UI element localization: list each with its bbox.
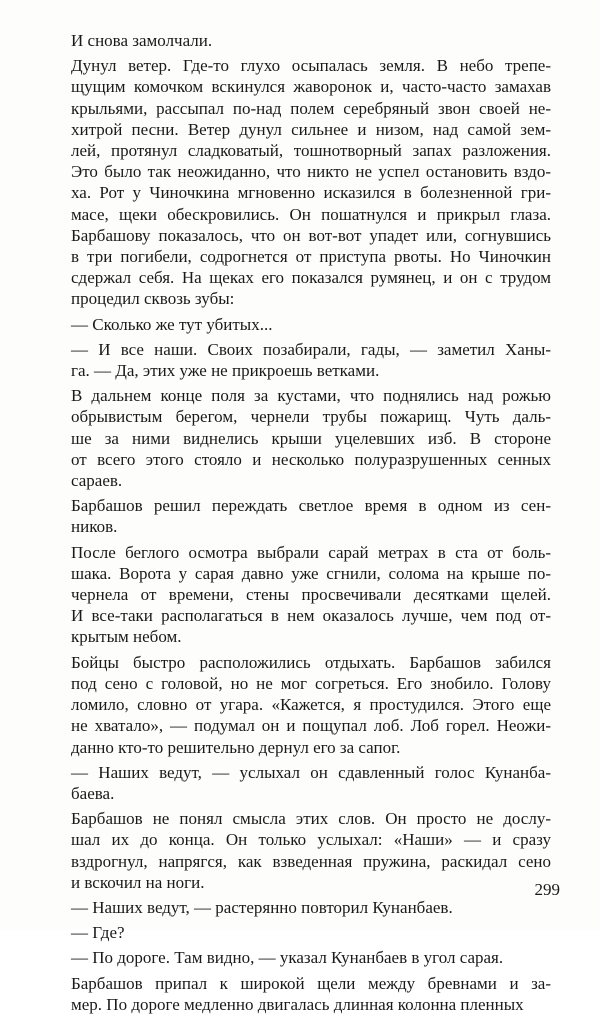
paragraph	[49, 55, 551, 309]
text-line: не хватало», — подумал он и пощупал лоб. Лоб горел. Неожи-	[71, 716, 551, 736]
text-line: ше за ними виднелись крыши уцелевших изб. В стороне	[71, 428, 551, 448]
text-line: Барбашову показалось, что он вот-вот упадет или, согнувшись	[71, 225, 551, 245]
text-line: шал их до конца. Он только услыхал: «Наши» — и сразу	[71, 830, 551, 850]
text-line: ников.	[71, 517, 118, 537]
page-text	[49, 30, 551, 1019]
text-line: — По дороге. Там видно, — указал Кунанбаев в угол сарая.	[71, 948, 504, 968]
text-line: ломило, словно от угара. «Кажется, я простудился. Этого еще	[71, 695, 551, 715]
paragraph	[49, 973, 551, 1015]
paragraph	[49, 947, 551, 968]
paragraph	[49, 652, 551, 758]
text-line: лей, протянул сладковатый, тошнотворный запах разложения.	[71, 141, 551, 161]
text-line: Дунул ветер. Где-то глухо осыпалась земля. В небо трепе-	[71, 56, 551, 76]
text-line: га. — Да, этих уже не прикроешь ветками.	[71, 361, 380, 381]
text-line: и вскочил на ноги.	[71, 872, 205, 892]
text-line: данно кто-то решительно дернул его за сапог.	[71, 737, 401, 757]
text-line: обрывистым берегом, чернели трубы пожарищ. Чуть даль-	[71, 407, 551, 427]
paragraph	[49, 897, 551, 918]
paragraph	[49, 314, 551, 335]
text-line: сараев.	[71, 471, 123, 491]
text-line: в три погибели, содрогнется от приступа рвоты. Но Чиночкин	[71, 247, 551, 267]
text-line: Это было так неожиданно, что никто не успел остановить вздо-	[71, 162, 551, 182]
paragraph	[49, 542, 551, 648]
text-line: от всего этого стояло и несколько полуразрушенных сенных	[71, 449, 551, 469]
text-line: — Наших ведут, — услыхал он сдавленный голос Кунанба-	[71, 762, 551, 782]
paragraph	[49, 922, 551, 943]
paragraph	[49, 808, 551, 893]
text-line: Барбашов решил переждать светлое время в одном из сен-	[71, 496, 551, 516]
paragraph	[49, 762, 551, 804]
text-line: шака. Ворота у сарая давно уже сгнили, солома на крыше по-	[71, 563, 551, 583]
text-line: под сено с головой, но не мог согреться. Его знобило. Голову	[71, 673, 551, 693]
text-line: процедил сквозь зубы:	[71, 289, 235, 309]
text-line: — Сколько же тут убитых...	[71, 314, 273, 334]
text-line: щущим комочком вскинулся жаворонок и, часто-часто замахав	[71, 77, 551, 97]
text-line: крытым небом.	[71, 627, 182, 647]
text-line: крыльями, рассыпал по-над полем серебряный звон своей не-	[71, 98, 551, 118]
text-line: В дальнем конце поля за кустами, что поднялись над рожью	[71, 386, 551, 406]
text-line: — Где?	[71, 923, 125, 943]
page-number: 299	[534, 880, 560, 899]
text-line: хитрой песни. Ветер дунул сильнее и низом, над самой зем-	[71, 119, 551, 139]
paragraph	[49, 30, 551, 51]
text-line: баева.	[71, 783, 115, 803]
paragraph	[49, 385, 551, 491]
text-line: После беглого осмотра выбрали сарай метрах в ста от боль-	[71, 542, 551, 562]
text-line: сдержал себя. На щеках его показался румянец, и он с трудом	[71, 268, 551, 288]
text-line: мер. По дороге медленно двигалась длинная колонна пленных	[71, 994, 524, 1014]
text-line: ха. Рот у Чиночкина мгновенно исказился в болезненной гри-	[71, 183, 551, 203]
paragraph	[49, 495, 551, 537]
text-line: масе, щеки обескровились. Он пошатнулся и прикрыл глаза.	[71, 204, 551, 224]
text-line: — И все наши. Своих позабирали, гады, — заметил Ханы-	[71, 339, 551, 359]
text-line: И снова замолчали.	[71, 31, 213, 50]
text-line: Бойцы быстро расположились отдыхать. Барбашов забился	[71, 652, 551, 672]
text-line: Барбашов припал к широкой щели между бревнами и за-	[71, 973, 551, 993]
text-line: — Наших ведут, — растерянно повторил Кунанбаев.	[71, 897, 453, 917]
paragraph	[49, 339, 551, 381]
text-line: чернела от времени, стены просвечивали десятками щелей.	[71, 585, 551, 605]
text-line: Барбашов не понял смысла этих слов. Он просто не дослу-	[71, 809, 551, 829]
text-line: И все-таки располагаться в нем оказалось лучше, чем под от-	[71, 606, 551, 626]
text-line: вздрогнул, напрягся, как взведенная пружина, раскидал сено	[71, 851, 551, 871]
